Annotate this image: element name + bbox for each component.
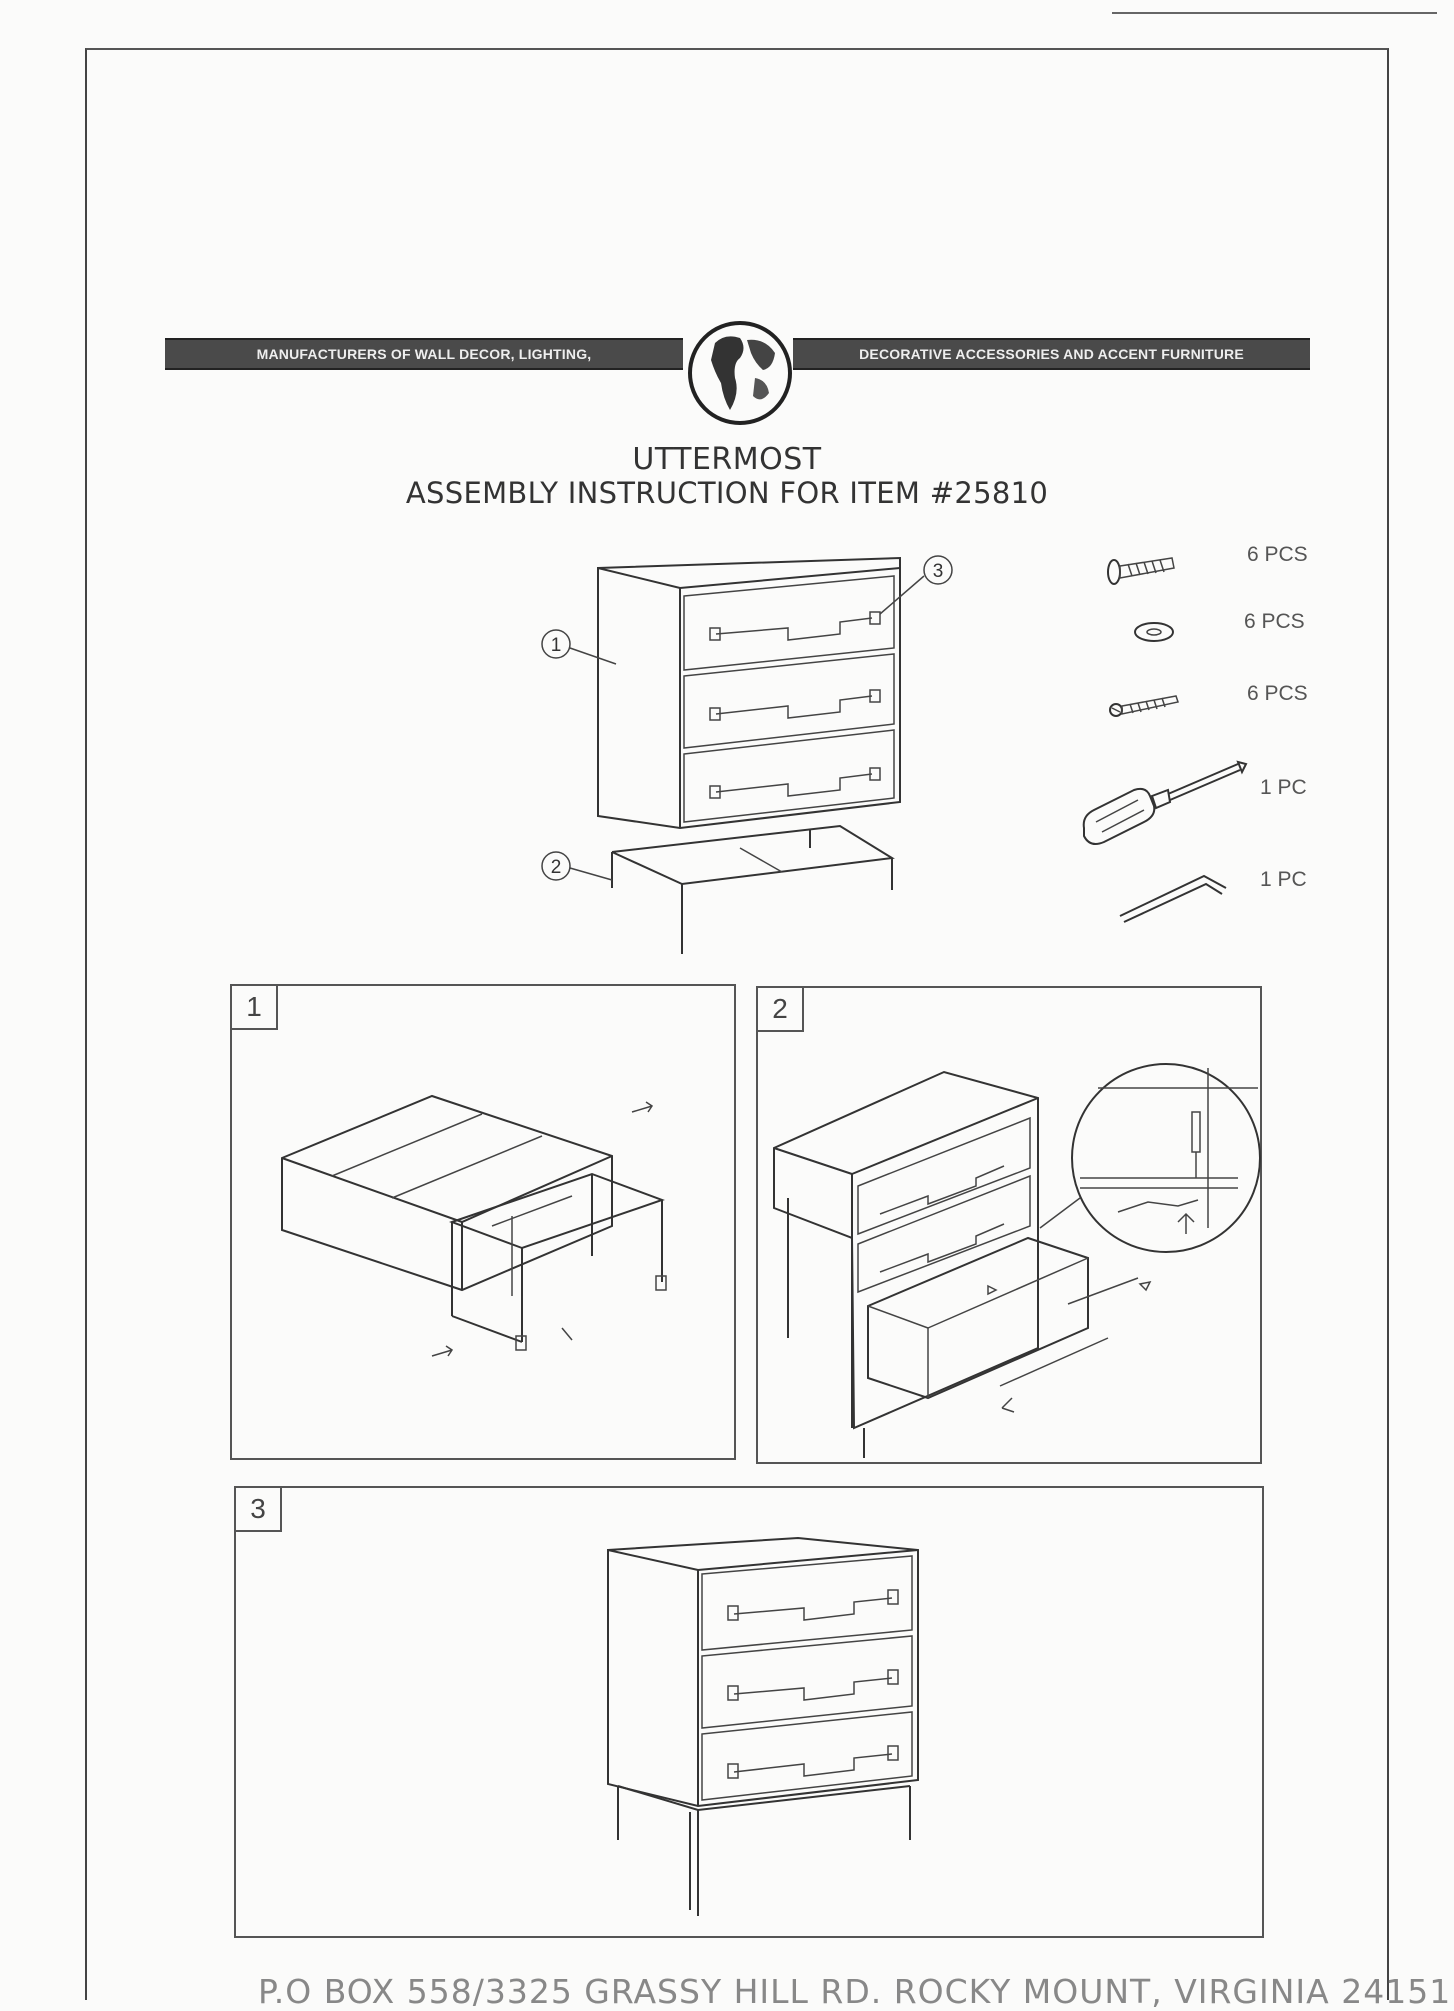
hardware-qty-allen-key: 1 PC — [1260, 868, 1307, 891]
globe-logo-icon — [685, 318, 795, 428]
assembly-instruction-title: ASSEMBLY INSTRUCTION FOR ITEM #25810 — [405, 476, 1049, 510]
step-1-number: 1 — [232, 986, 278, 1030]
hardware-qty-washer: 6 PCS — [1244, 610, 1305, 633]
callout-1: 1 — [550, 635, 562, 656]
banner-left-text: MANUFACTURERS OF WALL DECOR, LIGHTING, — [165, 338, 683, 370]
callout-3: 3 — [932, 561, 944, 582]
bolt-icon — [1100, 548, 1180, 588]
allen-key-icon — [1116, 864, 1236, 924]
scan-top-rule — [1112, 12, 1437, 14]
step-3-assembled-dresser-illustration — [604, 1530, 924, 1920]
hardware-qty-screwdriver: 1 PC — [1260, 776, 1307, 799]
step-2-illustration — [768, 1038, 1258, 1458]
hardware-qty-screw: 6 PCS — [1247, 682, 1308, 705]
brand-title: UTTERMOST — [632, 442, 822, 477]
footer-address: P.O BOX 558/3325 GRASSY HILL RD. ROCKY MOUNT, VIRGINIA 24151 — [258, 1972, 1452, 2011]
step-2-panel — [756, 986, 1262, 1464]
screwdriver-icon — [1078, 752, 1248, 852]
parts-overview-dresser-illustration — [520, 540, 960, 970]
hardware-qty-bolt: 6 PCS — [1247, 543, 1308, 566]
callout-2: 2 — [550, 857, 562, 878]
step-3-panel — [234, 1486, 1264, 1938]
banner-right-text: DECORATIVE ACCESSORIES AND ACCENT FURNITURE — [793, 338, 1310, 370]
step-2-number: 2 — [758, 988, 804, 1032]
step-1-panel — [230, 984, 736, 1460]
screw-icon — [1102, 688, 1182, 724]
step-3-number: 3 — [236, 1488, 282, 1532]
washer-icon — [1132, 620, 1176, 644]
step-1-illustration — [272, 1096, 692, 1416]
